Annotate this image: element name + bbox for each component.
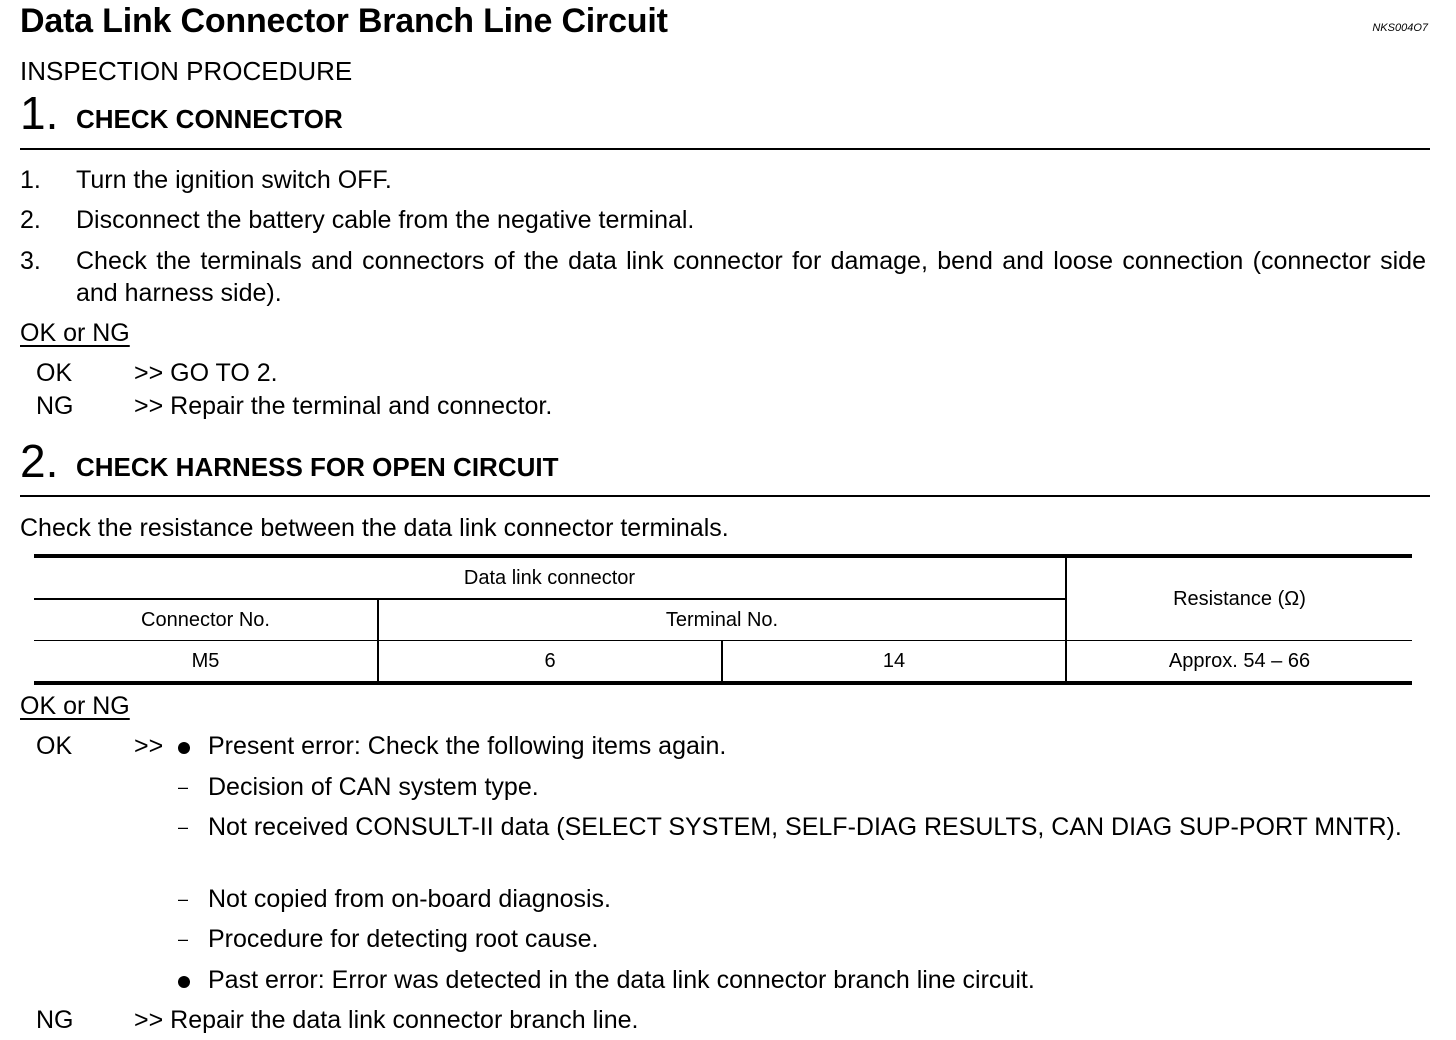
cell-resistance: Approx. 54 – 66 [1168, 649, 1311, 672]
step-2-number: 2. [20, 435, 59, 487]
step-2-ok-arrow: >> [134, 732, 164, 760]
table-group-header: Data link connector [34, 556, 1066, 599]
step-1-ok-label: OK [36, 359, 73, 387]
cell-connector: M5 [34, 641, 378, 684]
sub-item-1: Decision of CAN system type. [208, 773, 539, 801]
step-1-title: CHECK CONNECTOR [76, 104, 343, 134]
dash-icon: – [178, 929, 189, 949]
resistance-table [34, 554, 1412, 685]
bullet-icon [178, 976, 190, 988]
dash-icon: – [178, 817, 189, 837]
step-2-ng-action: >> Repair the data link connector branch line. [134, 1006, 639, 1034]
step-1-item-3-text: Check the terminals and connectors of the data link connector for damage, bend and loose connection (connector side and harness side). [76, 247, 1426, 307]
present-error-text: Present error: Check the following items again. [208, 732, 727, 760]
step-1-item-3-number: 3. [20, 247, 41, 275]
step-1-ok-action: >> GO TO 2. [134, 359, 278, 387]
step-2-ng-label: NG [36, 1006, 74, 1034]
step-1-number: 1. [20, 87, 59, 139]
sub-item-3: Not copied from on-board diagnosis. [208, 885, 612, 913]
sub-item-2: Not received CONSULT-II data (SELECT SYSTEM, SELF-DIAG RESULTS, CAN DIAG SUP-PORT MNTR). [208, 813, 1402, 841]
step-1-item-1-text: Turn the ignition switch OFF. [76, 166, 392, 194]
section-heading: INSPECTION PROCEDURE [20, 56, 353, 86]
sub-item-4: Procedure for detecting root cause. [208, 925, 599, 953]
cell-terminal-b: 14 [722, 641, 1066, 684]
step-1-item-1-number: 1. [20, 166, 41, 194]
step-2-result-heading: OK or NG [20, 692, 130, 720]
dash-icon: – [178, 777, 189, 797]
step-2-title: CHECK HARNESS FOR OPEN CIRCUIT [76, 452, 559, 482]
bullet-icon [178, 742, 190, 754]
step-2-instruction: Check the resistance between the data link connector terminals. [20, 514, 729, 542]
step-2-divider [20, 495, 1430, 497]
table-header-resistance: Resistance (Ω) [1066, 556, 1412, 641]
dash-icon: – [178, 889, 189, 909]
step-1-result-heading: OK or NG [20, 319, 130, 347]
page-title: Data Link Connector Branch Line Circuit [20, 2, 668, 40]
step-1-divider [20, 148, 1430, 150]
step-1-item-2-number: 2. [20, 206, 41, 234]
table-header-terminal: Terminal No. [378, 599, 1066, 641]
step-1-ng-action: >> Repair the terminal and connector. [134, 392, 553, 420]
table-header-connector: Connector No. [34, 599, 378, 641]
cell-terminal-a: 6 [378, 641, 722, 684]
document-id: NKS004O7 [1372, 22, 1428, 34]
step-2-ok-label: OK [36, 732, 73, 760]
step-1-item-2-text: Disconnect the battery cable from the negative terminal. [76, 206, 695, 234]
step-1-ng-label: NG [36, 392, 74, 420]
past-error-text: Past error: Error was detected in the data link connector branch line circuit. [208, 966, 1035, 994]
table-row [34, 641, 1412, 684]
